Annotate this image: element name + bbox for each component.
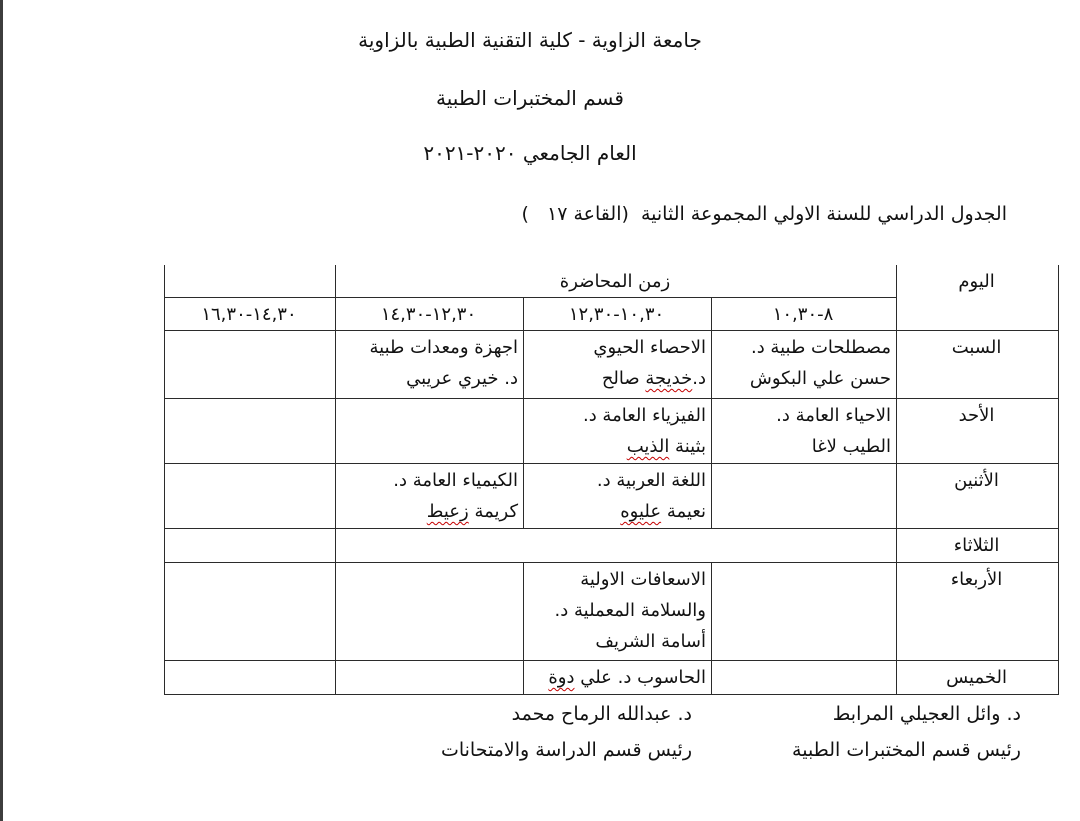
empty-cell [336, 661, 524, 695]
empty-cell [165, 529, 336, 563]
day-column-header: اليوم [897, 265, 1059, 331]
time-slot-4: ١٤,٣٠-١٦,٣٠ [165, 298, 336, 331]
timetable [164, 265, 1059, 695]
lecturer-suffix: صالح [601, 368, 646, 389]
day-row-saturday [165, 331, 1059, 399]
course-name: اللغة العربية د. [596, 470, 707, 491]
empty-cell [165, 464, 336, 529]
corner-empty-cell [165, 265, 336, 298]
empty-cell [165, 399, 336, 464]
course-cell [524, 464, 712, 529]
time-slot-1: ٨-١٠,٣٠ [712, 298, 897, 331]
course-name: الاسعافات الاولية [580, 569, 707, 590]
lecturer-name [527, 496, 706, 527]
misspelled-word: عليوه [620, 501, 662, 522]
day-label: الأثنين [897, 464, 1059, 529]
time-slot-2: ١٠,٣٠-١٢,٣٠ [524, 298, 712, 331]
course-prefix: الحاسوب د. علي [574, 667, 707, 688]
lecturer-name [527, 431, 706, 462]
course-name: الاحياء العامة د. [776, 405, 892, 426]
lecturer-prefix: كريمة [468, 501, 519, 522]
course-cell [712, 399, 897, 464]
empty-cell [165, 661, 336, 695]
time-slot-3: ١٢,٣٠-١٤,٣٠ [336, 298, 524, 331]
misspelled-word: الذيب [626, 436, 670, 457]
university-title: جامعة الزاوية - كلية التقنية الطبية بالزاوية [358, 28, 702, 52]
empty-cell [165, 331, 336, 399]
misspelled-word: خديجة [645, 368, 693, 389]
day-row-monday [165, 464, 1059, 529]
course-cell [712, 331, 897, 399]
empty-cell [712, 464, 897, 529]
course-cell [524, 563, 712, 661]
day-label: السبت [897, 331, 1059, 399]
day-row-sunday [165, 399, 1059, 464]
day-row-thursday [165, 661, 1059, 695]
day-row-wednesday [165, 563, 1059, 661]
day-label: الثلاثاء [897, 529, 1059, 563]
course-cell [524, 661, 712, 695]
course-cell [524, 399, 712, 464]
course-name: مصطلحات طبية د. [750, 337, 892, 358]
lecturer-name: الطيب لاغا [811, 436, 892, 457]
empty-cell [165, 563, 336, 661]
empty-cell [336, 399, 524, 464]
signature-block-study-exams-head [441, 696, 692, 768]
course-name-line2: والسلامة المعملية د. [554, 600, 707, 621]
day-row-tuesday [165, 529, 1059, 563]
lecturer-name: د. خيري عريبي [406, 368, 519, 389]
course-name [527, 662, 706, 693]
day-label: الأربعاء [897, 563, 1059, 661]
course-cell [336, 331, 524, 399]
lecturer-prefix: نعيمة [661, 501, 707, 522]
schedule-title: الجدول الدراسي للسنة الاولي المجموعة الثانية (القاعة ١٧ ) [521, 203, 1007, 225]
signatory-name: د. وائل العجيلي المرابط [832, 703, 1021, 725]
empty-cell [336, 563, 524, 661]
academic-year: العام الجامعي ٢٠٢٠-٢٠٢١ [423, 141, 637, 165]
empty-cell [712, 563, 897, 661]
lecturer-name [339, 496, 518, 527]
department-title: قسم المختبرات الطبية [436, 86, 624, 110]
lecturer-prefix: بثينة [669, 436, 707, 457]
day-label: الخميس [897, 661, 1059, 695]
signatory-title: رئيس قسم الدراسة والامتحانات [440, 739, 692, 761]
course-cell [524, 331, 712, 399]
empty-cell [712, 661, 897, 695]
course-name: الاحصاء الحيوي [593, 337, 707, 358]
course-name: اجهزة ومعدات طبية [369, 337, 519, 358]
lecturer-name: حسن علي البكوش [749, 368, 892, 389]
signatory-title: رئيس قسم المختبرات الطبية [792, 739, 1021, 761]
lecturer-prefix: د. [692, 368, 707, 389]
course-name: الفيزياء العامة د. [582, 405, 707, 426]
misspelled-word: زعيط [426, 501, 469, 522]
lecture-time-header: زمن المحاضرة [336, 265, 897, 298]
page-edge-line [0, 0, 3, 821]
course-name: الكيمياء العامة د. [393, 470, 519, 491]
signature-block-lab-department-head [792, 696, 1021, 768]
lecturer-name: أسامة الشريف [595, 631, 707, 652]
course-cell [336, 464, 524, 529]
lecturer-name [527, 363, 706, 394]
empty-merged-cell [336, 529, 897, 563]
signatory-name: د. عبدالله الرماح محمد [511, 703, 692, 725]
header-row-lecture-time [165, 265, 1059, 298]
misspelled-word: دوة [548, 667, 575, 688]
day-label: الأحد [897, 399, 1059, 464]
